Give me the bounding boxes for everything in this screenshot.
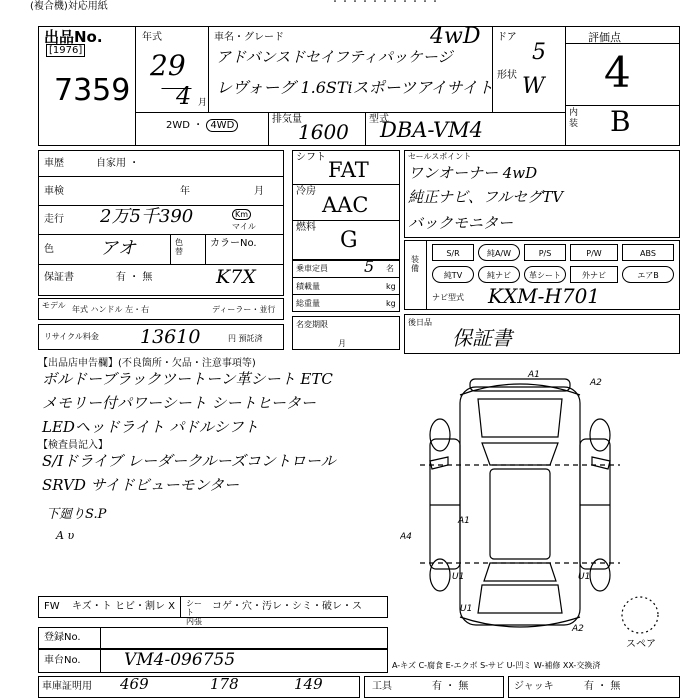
extra-line-2: A υ [56,529,75,542]
mirror-left [430,457,448,469]
jack-label: ジャッキ [514,681,554,692]
equip-leather: 革シート [524,266,566,283]
after-delivery-block [404,314,680,354]
auction-no-label: 出品No. [44,28,103,46]
mark-6: U1 [578,572,591,582]
capacity-label: 乗車定員 [296,264,328,273]
equip-ps: P/S [524,244,566,261]
registration-label: 登録No. [44,632,81,643]
chassis-label: 車台No. [44,655,81,666]
fw-label: FW [44,601,60,612]
capacity-unit: 名 [386,264,394,273]
shape-label: 形状 [497,70,517,81]
shift-label: シフト [296,152,326,163]
sales-point-1: ワンオーナー 4wD [408,164,538,182]
weight-kg: kg [386,299,396,308]
equip-sr: S/R [432,244,474,261]
roof-outline [490,469,550,559]
color-value: アオ [100,238,136,259]
wheel-rl [430,559,450,591]
shift-value: FAT [328,158,369,182]
mark-1: A1 [528,370,540,380]
mark-3: A1 [458,516,470,526]
wheel-rr [590,559,610,591]
spare-label: スペア [626,639,656,650]
grade-line-1: アドバンスドセイフティパッケージ [216,48,453,66]
inspector-header: 【検査員記入】 [38,440,108,451]
spare-tire [622,597,658,633]
mileage-label: 走行 [44,214,64,225]
sales-point-3: バックモニター [408,214,514,232]
model-row-label: モデル [42,301,66,310]
equip-navi: 純ナビ [478,266,520,283]
lot-prefix: [1976] [46,44,85,57]
score-label: 評価点 [588,31,621,44]
mileage-value: 2万5千390 [100,206,194,227]
lot-number: 7359 [54,73,131,108]
displacement-label: 排気量 [272,114,302,125]
note-line-1: ボルドーブラックツートーン革シート ETC [42,370,333,388]
doors-label: ドア [497,32,517,43]
wheel-fl [430,419,450,451]
front-bumper-outline [460,384,580,395]
load-label: 積載量 [296,282,320,291]
mark-8: A2 [572,624,584,634]
aircon-label: 冷房 [296,186,316,197]
wheel-fr [590,419,610,451]
color-no-value: K7X [216,266,256,288]
inspection-label: 車検 [44,186,64,197]
equip-tv: 純TV [432,266,474,283]
interior-value: B [610,105,631,138]
aircon-value: AAC [322,193,369,217]
inspector-line-1: S/Iドライブ レーダークルーズコントロール [42,452,336,470]
sales-point-2: 純正ナビ、フルセグTV [408,188,564,206]
displacement-value: 1600 [298,120,349,144]
left-side-outline [430,439,460,569]
car-name-label: 車名・グレード [214,32,284,43]
registration-row [38,627,388,649]
top-clip-text: (複合機)対応用紙 [30,1,108,12]
equip-airbag: エアB [622,266,674,283]
windshield-outline [482,443,558,465]
year-value: 29 [150,49,186,82]
ownership-label: 名変期限 [296,320,328,329]
month-unit: 月 [198,98,208,108]
equip-ext-navi: 外ナビ [570,266,618,283]
mark-2: A2 [590,378,602,388]
notes-header: 【出品店申告欄】(不良箇所・欠品・注意事項等) [38,358,256,369]
shape-value: W [522,74,545,99]
yen-unit: 円 預託済 [228,334,263,343]
drive-2wd: 2WD ・ 4WD [166,120,238,131]
cert-width: 178 [210,675,239,693]
handle-label: 年式 ハンドル 左・右 [72,305,150,314]
grade-line-2: レヴォーグ 1.6STiスポーツアイサイト [216,78,494,97]
history-options: 自家用 ・ [96,158,140,169]
seat-label: シート 内張 [186,599,202,626]
inspection-month: 月 [254,186,264,197]
equip-abs: ABS [622,244,674,261]
interior-label: 内装 [569,108,579,129]
warranty-label: 保証書 [44,272,74,283]
inspection-year: 年 [180,186,190,197]
note-line-2: メモリー付パワーシート シートヒーター [42,394,316,412]
recycle-label: リサイクル料金 [44,332,99,341]
mirror-right [592,457,610,469]
month-value: 4 [176,82,192,110]
top-clip-right: ・・・・・・・・・・・ [330,0,440,8]
right-side-outline [580,439,610,569]
rear-window-outline [484,563,556,581]
fuel-label: 燃料 [296,222,316,233]
navi-model-label: ナビ型式 [432,293,464,302]
dealer-label: ディーラー・並行 [212,305,276,314]
cert-height: 149 [294,675,323,693]
hood-outline [478,399,562,437]
fw-text: キズ・ト ヒビ・割レ X [72,601,176,612]
mark-4: A4 [400,532,412,542]
fuel-value: G [340,228,358,253]
recycle-fee: 13610 [140,326,201,348]
after-delivery-label: 後日品 [408,318,432,327]
color-no-label: カラーNo. [210,238,257,249]
doors-value: 5 [532,40,546,65]
equipment-label: 装備 [411,255,419,273]
color-label: 色 [44,244,54,255]
score-value: 4 [604,48,631,97]
equip-pw: P/W [570,244,618,261]
mark-5: U1 [452,572,465,582]
mile-unit: マイル [232,222,256,231]
model-label: 型式 [369,114,389,125]
trunk-outline [478,585,562,613]
warranty-options: 有 ・ 無 [116,272,153,283]
car-body-outline [460,387,580,625]
note-line-3: LEDヘッドライト パドルシフト [42,418,259,436]
cert-length: 469 [120,675,149,693]
mark-7: U1 [460,604,473,614]
sales-points-label: セールスポイント [408,152,472,161]
km-unit: Km [232,209,251,220]
model-code: DBA-VM4 [380,118,484,142]
car-diagram [400,365,690,655]
load-kg: kg [386,282,396,291]
equip-aw: 純A/W [478,244,520,261]
drive-note: 4wD [430,24,481,49]
chassis-no: VM4-096755 [124,650,236,670]
inspector-line-2: SRVD サイドビューモンター [42,476,240,494]
front-bumper [470,379,570,391]
history-label: 車歴 [44,158,64,169]
ownership-month: 月 [338,339,346,348]
cert-label: 車庫証明用 [42,681,92,692]
damage-legend: A-キズ C-腐食 E-エクボ S-サビ U-凹ミ W-補修 XX-交換済 [392,661,601,670]
capacity-value: 5 [364,257,375,276]
tools-value: 有 ・ 無 [432,681,469,692]
extra-line-1: 下廻りS.P [46,507,107,522]
seat-text: コゲ・穴・汚レ・シミ・破レ・ス [212,601,362,612]
weight-label: 総重量 [296,299,320,308]
jack-value: 有 ・ 無 [584,681,621,692]
navi-model-value: KXM-H701 [488,284,601,308]
tools-label: 工具 [372,681,392,692]
year-label: 年式 [142,32,162,43]
after-delivery-value: 保証書 [452,326,512,350]
color-change-label: 色替 [175,238,183,256]
